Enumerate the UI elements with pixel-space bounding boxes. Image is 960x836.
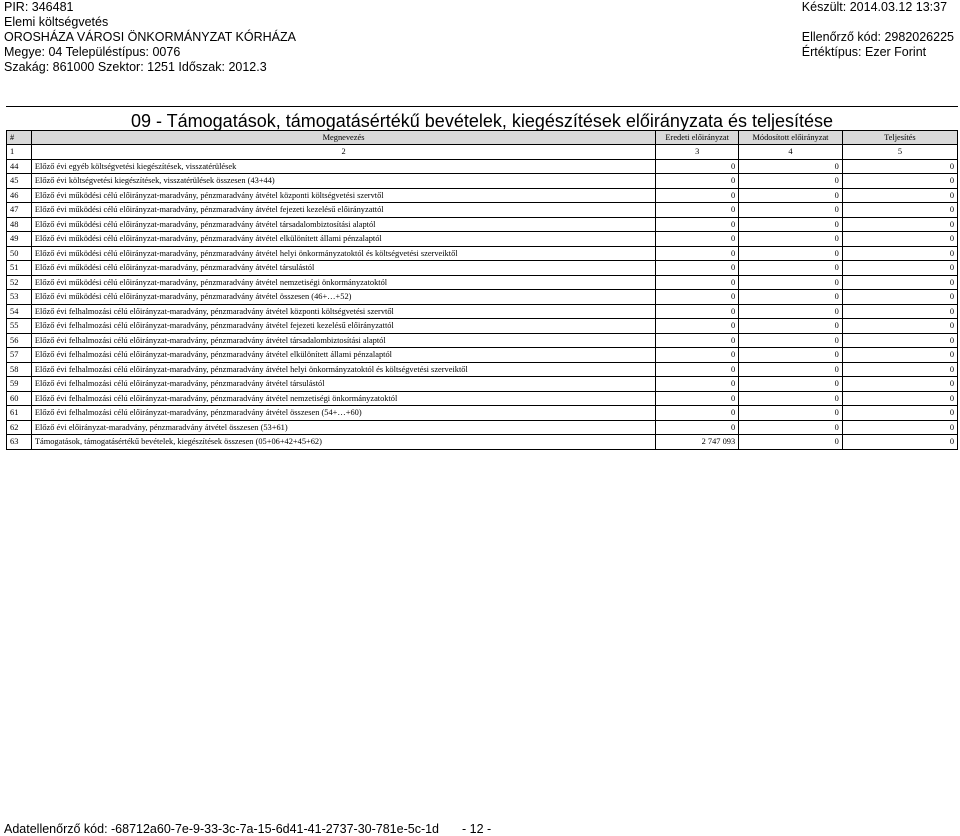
row-name: Előző évi működési célú előirányzat-maradvány, pénzmaradvány átvétel elkülönített állami pénzalaptól <box>31 232 655 247</box>
row-name: Előző évi előirányzat-maradvány, pénzmaradvány átvétel összesen (53+61) <box>31 420 655 435</box>
row-original: 0 <box>656 174 739 189</box>
row-number: 60 <box>7 391 32 406</box>
row-fulfilled: 0 <box>842 304 957 319</box>
row-original: 0 <box>656 261 739 276</box>
row-original: 0 <box>656 319 739 334</box>
row-number: 62 <box>7 420 32 435</box>
row-fulfilled: 0 <box>842 319 957 334</box>
sector-line: Szakág: 861000 Szektor: 1251 Időszak: 2012.3 <box>4 60 267 74</box>
col-header-modified: Módosított előirányzat <box>739 131 843 145</box>
row-fulfilled: 0 <box>842 362 957 377</box>
column-number: 5 <box>842 145 957 160</box>
row-modified: 0 <box>739 420 843 435</box>
row-name: Előző évi működési célú előirányzat-maradvány, pénzmaradvány átvétel nemzetiségi önkormányzatoktól <box>31 275 655 290</box>
row-name: Támogatások, támogatásértékű bevételek, kiegészítések összesen (05+06+42+45+62) <box>31 435 655 450</box>
table-row <box>7 319 958 334</box>
row-original: 0 <box>656 275 739 290</box>
table-row <box>7 420 958 435</box>
row-fulfilled: 0 <box>842 391 957 406</box>
row-original: 0 <box>656 203 739 218</box>
row-number: 44 <box>7 159 32 174</box>
header-right <box>802 0 954 60</box>
row-modified: 0 <box>739 290 843 305</box>
table-row <box>7 406 958 421</box>
table-row <box>7 203 958 218</box>
row-original: 0 <box>656 362 739 377</box>
checksum-footer: Adatellenőrző kód: -68712a60-7e-9-33-3c-7a-15-6d41-41-2737-30-781e-5c-1d <box>4 822 440 836</box>
pir-line: PIR: 346481 <box>4 0 74 14</box>
row-modified: 0 <box>739 232 843 247</box>
column-number: 3 <box>656 145 739 160</box>
row-original: 0 <box>656 377 739 392</box>
row-name: Előző évi felhalmozási célú előirányzat-maradvány, pénzmaradvány átvétel társulástól <box>31 377 655 392</box>
row-modified: 0 <box>739 348 843 363</box>
row-original: 0 <box>656 159 739 174</box>
row-number: 45 <box>7 174 32 189</box>
column-number: 4 <box>739 145 843 160</box>
row-fulfilled: 0 <box>842 420 957 435</box>
row-modified: 0 <box>739 362 843 377</box>
col-header-original: Eredeti előirányzat <box>656 131 739 145</box>
row-number: 57 <box>7 348 32 363</box>
row-modified: 0 <box>739 203 843 218</box>
table-row <box>7 159 958 174</box>
row-fulfilled: 0 <box>842 290 957 305</box>
row-number: 58 <box>7 362 32 377</box>
row-modified: 0 <box>739 174 843 189</box>
row-modified: 0 <box>739 246 843 261</box>
col-header-fulfilled: Teljesítés <box>842 131 957 145</box>
row-fulfilled: 0 <box>842 159 957 174</box>
row-fulfilled: 0 <box>842 203 957 218</box>
table-row <box>7 377 958 392</box>
row-modified: 0 <box>739 159 843 174</box>
table-row <box>7 275 958 290</box>
row-original: 2 747 093 <box>656 435 739 450</box>
table-row <box>7 290 958 305</box>
row-number: 48 <box>7 217 32 232</box>
col-header-name: Megnevezés <box>31 131 655 145</box>
row-fulfilled: 0 <box>842 232 957 247</box>
table-row <box>7 435 958 450</box>
table-row <box>7 174 958 189</box>
table-row <box>7 348 958 363</box>
row-modified: 0 <box>739 391 843 406</box>
table-row <box>7 217 958 232</box>
row-number: 56 <box>7 333 32 348</box>
blank-line <box>802 15 954 30</box>
row-name: Előző évi felhalmozási célú előirányzat-maradvány, pénzmaradvány átvétel helyi önkormányzatoktól és költségvetési szerveiktől <box>31 362 655 377</box>
row-name: Előző évi működési célú előirányzat-maradvány, pénzmaradvány átvétel központi költségvetési szervtől <box>31 188 655 203</box>
row-modified: 0 <box>739 319 843 334</box>
row-modified: 0 <box>739 377 843 392</box>
control-code-line: Ellenőrző kód: 2982026225 <box>801 30 954 44</box>
column-number: 2 <box>31 145 655 160</box>
row-number: 50 <box>7 246 32 261</box>
row-name: Előző évi felhalmozási célú előirányzat-maradvány, pénzmaradvány átvétel társadalombiztosítási alaptól <box>31 333 655 348</box>
row-fulfilled: 0 <box>842 377 957 392</box>
row-number: 59 <box>7 377 32 392</box>
row-name: Előző évi működési célú előirányzat-maradvány, pénzmaradvány átvétel összesen (46+…+52) <box>31 290 655 305</box>
column-number: 1 <box>7 145 32 160</box>
row-original: 0 <box>656 391 739 406</box>
row-name: Előző évi működési célú előirányzat-maradvány, pénzmaradvány átvétel helyi önkormányzatoktól és költségvetési szerveiktől <box>31 246 655 261</box>
row-name: Előző évi költségvetési kiegészítések, visszatérülések összesen (43+44) <box>31 174 655 189</box>
row-name: Előző évi felhalmozási célú előirányzat-maradvány, pénzmaradvány átvétel összesen (54+…+60) <box>31 406 655 421</box>
row-original: 0 <box>656 406 739 421</box>
row-fulfilled: 0 <box>842 435 957 450</box>
report-title: 09 - Támogatások, támogatásértékű bevételek, kiegészítések előirányzata és teljesítése <box>130 111 834 131</box>
row-fulfilled: 0 <box>842 261 957 276</box>
row-fulfilled: 0 <box>842 333 957 348</box>
table-row <box>7 362 958 377</box>
row-modified: 0 <box>739 435 843 450</box>
row-modified: 0 <box>739 333 843 348</box>
row-original: 0 <box>656 304 739 319</box>
row-original: 0 <box>656 290 739 305</box>
row-fulfilled: 0 <box>842 188 957 203</box>
row-number: 52 <box>7 275 32 290</box>
row-number: 46 <box>7 188 32 203</box>
county-line: Megye: 04 Településtípus: 0076 <box>4 45 181 59</box>
table-row <box>7 304 958 319</box>
row-name: Előző évi felhalmozási célú előirányzat-maradvány, pénzmaradvány átvétel fejezeti kezelésű előirányzattól <box>31 319 655 334</box>
row-original: 0 <box>656 348 739 363</box>
row-number: 49 <box>7 232 32 247</box>
row-fulfilled: 0 <box>842 348 957 363</box>
row-name: Előző évi felhalmozási célú előirányzat-maradvány, pénzmaradvány átvétel nemzetiségi önkormányzatoktól <box>31 391 655 406</box>
row-name: Előző évi egyéb költségvetési kiegészítések, visszatérülések <box>31 159 655 174</box>
col-header-number: # <box>7 131 32 145</box>
row-modified: 0 <box>739 217 843 232</box>
table-header-row <box>7 131 958 145</box>
row-fulfilled: 0 <box>842 275 957 290</box>
row-original: 0 <box>656 420 739 435</box>
row-number: 61 <box>7 406 32 421</box>
created-line: Készült: 2014.03.12 13:37 <box>801 0 948 14</box>
table-row <box>7 188 958 203</box>
row-modified: 0 <box>739 261 843 276</box>
row-fulfilled: 0 <box>842 406 957 421</box>
table-row <box>7 246 958 261</box>
budget-type-line: Elemi költségvetés <box>4 15 109 29</box>
row-modified: 0 <box>739 304 843 319</box>
table-row <box>7 391 958 406</box>
value-type-line: Értéktípus: Ezer Forint <box>801 45 927 59</box>
header-left <box>4 0 296 75</box>
institution-line: OROSHÁZA VÁROSI ÖNKORMÁNYZAT KÓRHÁZA <box>4 30 296 44</box>
row-fulfilled: 0 <box>842 217 957 232</box>
row-name: Előző évi működési célú előirányzat-maradvány, pénzmaradvány átvétel társulástól <box>31 261 655 276</box>
row-modified: 0 <box>739 188 843 203</box>
row-original: 0 <box>656 333 739 348</box>
row-modified: 0 <box>739 406 843 421</box>
row-modified: 0 <box>739 275 843 290</box>
row-name: Előző évi felhalmozási célú előirányzat-maradvány, pénzmaradvány átvétel elkülönített állami pénzalaptól <box>31 348 655 363</box>
row-original: 0 <box>656 232 739 247</box>
table-row <box>7 333 958 348</box>
report-table <box>6 130 958 450</box>
table-row <box>7 232 958 247</box>
report-banner <box>6 106 958 131</box>
row-number: 51 <box>7 261 32 276</box>
column-number-row <box>7 145 958 160</box>
row-original: 0 <box>656 188 739 203</box>
row-number: 53 <box>7 290 32 305</box>
row-fulfilled: 0 <box>842 174 957 189</box>
row-number: 54 <box>7 304 32 319</box>
table-row <box>7 261 958 276</box>
row-name: Előző évi működési célú előirányzat-maradvány, pénzmaradvány átvétel társadalombiztosítási alaptól <box>31 217 655 232</box>
row-number: 55 <box>7 319 32 334</box>
row-name: Előző évi felhalmozási célú előirányzat-maradvány, pénzmaradvány átvétel központi költségvetési szervtől <box>31 304 655 319</box>
row-name: Előző évi működési célú előirányzat-maradvány, pénzmaradvány átvétel fejezeti kezelésű előirányzattól <box>31 203 655 218</box>
page-number: - 12 - <box>462 822 492 836</box>
row-original: 0 <box>656 217 739 232</box>
row-number: 47 <box>7 203 32 218</box>
row-fulfilled: 0 <box>842 246 957 261</box>
row-original: 0 <box>656 246 739 261</box>
row-number: 63 <box>7 435 32 450</box>
